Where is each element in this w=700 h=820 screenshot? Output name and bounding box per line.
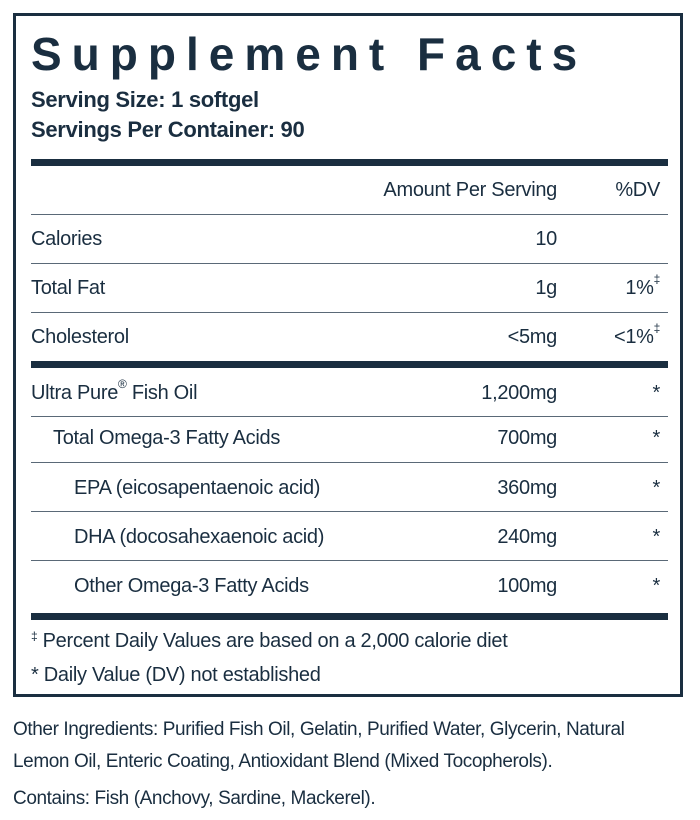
footnote-dv-not-established: * Daily Value (DV) not established	[31, 664, 321, 686]
nutrient-name: Calories	[31, 228, 102, 250]
ingredient-dv: *	[652, 526, 660, 548]
ingredient-name: Total Omega-3 Fatty Acids	[53, 427, 281, 449]
nutrient-amount: 1g	[535, 277, 557, 299]
ingredient-name: Other Omega-3 Fatty Acids	[74, 575, 309, 597]
divider-thick	[31, 159, 668, 166]
ingredient-row-total-omega3	[31, 414, 668, 462]
nutrient-amount: 10	[535, 228, 557, 250]
contains-allergens: Contains: Fish (Anchovy, Sardine, Mackerel).	[13, 788, 376, 809]
column-header-row	[31, 166, 668, 214]
double-dagger-mark: ‡	[31, 629, 38, 643]
nutrient-name: Cholesterol	[31, 326, 129, 348]
divider	[31, 511, 668, 512]
nutrient-dv	[614, 313, 660, 361]
dv-mark: ‡	[653, 272, 660, 286]
servings-per-container: Servings Per Container: 90	[31, 117, 305, 142]
nutrient-row-calories	[31, 215, 668, 263]
dv-header: %DV	[615, 179, 660, 201]
ingredient-amount: 1,200mg	[481, 382, 557, 404]
ingredient-name-suffix: Fish Oil	[126, 382, 198, 404]
ingredient-name: EPA (eicosapentaenoic acid)	[74, 477, 321, 499]
divider	[31, 462, 668, 463]
ingredient-name-text: Ultra Pure	[31, 382, 119, 404]
nutrient-name: Total Fat	[31, 277, 105, 299]
panel-title: Supplement Facts	[31, 28, 588, 80]
supplement-facts-panel	[13, 13, 683, 697]
divider-thick	[31, 361, 668, 368]
serving-size: Serving Size: 1 softgel	[31, 87, 259, 112]
nutrient-dv	[625, 264, 660, 312]
footnote-percent-text: Percent Daily Values are based on a 2,000 calorie diet	[37, 630, 508, 652]
dv-value: <1%	[613, 326, 654, 348]
amount-per-serving-header: Amount Per Serving	[383, 179, 557, 201]
ingredient-row-dha	[31, 513, 668, 561]
ingredient-amount: 360mg	[497, 477, 557, 499]
ingredient-dv: *	[652, 575, 660, 597]
ingredient-row-fish-oil	[31, 369, 668, 417]
ingredient-name: DHA (docosahexaenoic acid)	[74, 526, 325, 548]
dv-value: 1%	[625, 277, 654, 299]
ingredient-dv: *	[652, 427, 660, 449]
nutrient-row-cholesterol	[31, 313, 668, 361]
ingredient-name	[31, 369, 197, 417]
divider-thick	[31, 613, 668, 620]
dv-mark: ‡	[653, 321, 660, 335]
ingredient-row-epa	[31, 464, 668, 512]
ingredient-dv: *	[652, 477, 660, 499]
nutrient-amount: <5mg	[507, 326, 557, 348]
other-ingredients-line-2: Lemon Oil, Enteric Coating, Antioxidant Blend (Mixed Tocopherols).	[13, 751, 553, 772]
ingredient-amount: 100mg	[497, 575, 557, 597]
ingredient-amount: 240mg	[497, 526, 557, 548]
ingredient-amount: 700mg	[497, 427, 557, 449]
ingredient-dv: *	[652, 382, 660, 404]
divider	[31, 560, 668, 561]
ingredient-row-other-omega3	[31, 562, 668, 610]
footnote-percent-dv	[31, 627, 507, 655]
other-ingredients-line-1: Other Ingredients: Purified Fish Oil, Gelatin, Purified Water, Glycerin, Natural	[13, 719, 625, 740]
registered-mark: ®	[118, 377, 127, 391]
nutrient-row-total-fat	[31, 264, 668, 312]
